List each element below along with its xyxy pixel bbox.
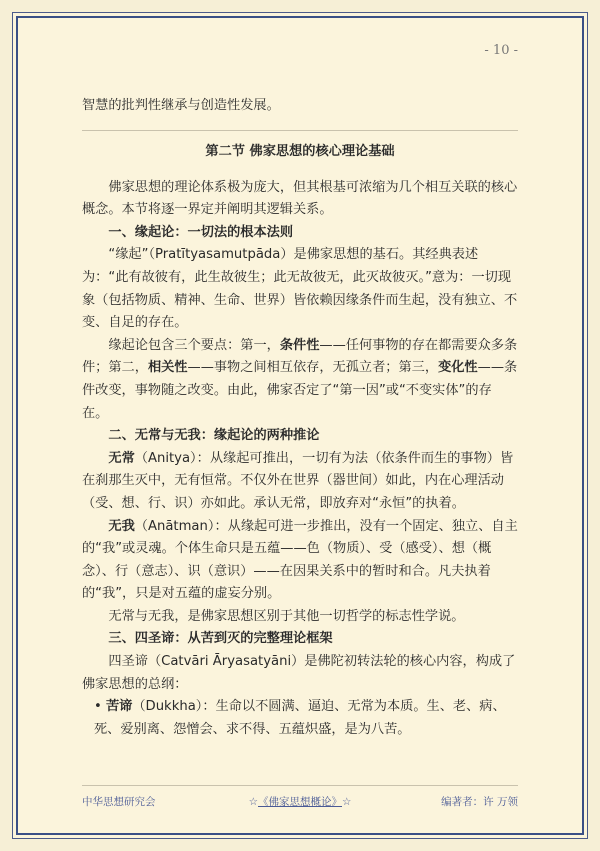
impermanence-paragraph [82,448,518,516]
subsection-heading-2: 二、无常与无我：缘起论的两种推论 [108,428,320,444]
four-truths-paragraph: 四圣谛（Catvāri Āryasatyāni）是佛陀初转法轮的核心内容，构成了佛家思想的总纲： [82,654,516,692]
intro-tail: 智慧的批判性继承与创造性发展。 [82,98,280,113]
header-divider [82,130,518,131]
star-icon: ☆ [248,796,258,808]
text-run: ——事物之间相互依存，无孤立者；第三， [187,360,439,376]
term-impermanence: 无常 [108,450,135,466]
term-non-self: 无我 [108,518,135,534]
text-run: 缘起论包含三个要点：第一， [108,337,280,353]
section-intro: 佛家思想的理论体系极为庞大，但其根基可浓缩为几个相互关联的核心概念。本节将逐一界定并阐明其逻辑关系。 [82,179,518,218]
text-run: （Anātman）：从缘起可进一步推出，没有一个固定、独立、自主的“我”或灵魂。个体生命只是五蕴——色（物质）、受（感受）、想（概念）、行（意志）、识（意识）——在因果关系中的暂时和合。凡夫执着的“我”，只是对五蕴的虚妄分别。 [82,518,518,602]
non-self-paragraph [82,516,518,606]
term-dukkha: 苦谛 [105,699,133,715]
footer-organization: 中华思想研究会 [82,796,156,808]
page-content [82,95,518,741]
book-title: 《佛家思想概论》 [258,796,342,808]
page-number: - 10 - [484,43,518,58]
bullet-icon: • [94,699,102,715]
subsection-heading-3: 三、四圣谛：从苦到灭的完整理论框架 [108,631,333,647]
term-interrelation: 相关性 [147,360,188,376]
star-icon: ☆ [342,796,352,808]
text-run: （Dukkha）：生命以不圆满、逼迫、无常为本质。生、老、病、死、爱别离、怨憎会、求不得、五蕴炽盛，是为八苦。 [94,699,506,737]
list-item [82,696,518,741]
footer-author: 编著者：许 万领 [441,796,518,808]
three-points-paragraph [82,335,518,425]
summary-paragraph: 无常与无我，是佛家思想区别于其他一切哲学的标志性学说。 [108,608,465,624]
term-conditionality: 条件性 [279,337,320,353]
section-title: 第二节 佛家思想的核心理论基础 [205,143,395,159]
subsection-heading-1: 一、缘起论：一切法的根本法则 [108,224,294,240]
text-run: （Anitya）：从缘起可推出，一切有为法（依条件而生的事物）皆在刹那生灭中，无有恒常。不仅外在世界（器世间）如此，内在心理活动（受、想、行、识）亦如此。承认无常，即放弃对“永恒”的执着。 [82,450,514,511]
text-run: ——任何事物的存在都需要众多条件；第二， [82,337,518,376]
footer-divider [82,785,518,786]
term-change: 变化性 [438,360,478,376]
dependent-origination-paragraph: “缘起”（Pratītyasamutpāda）是佛家思想的基石。其经典表述为：“此有故彼有，此生故彼生；此无故彼无，此灭故彼灭。”意为：一切现象（包括物质、精神、生命、世界）皆依赖因缘条件而生起，没有独立、不变、自足的存在。 [82,247,518,331]
text-run: ——条件改变，事物随之改变。由此，佛家否定了“第一因”或“不变实体”的存在。 [82,360,518,421]
